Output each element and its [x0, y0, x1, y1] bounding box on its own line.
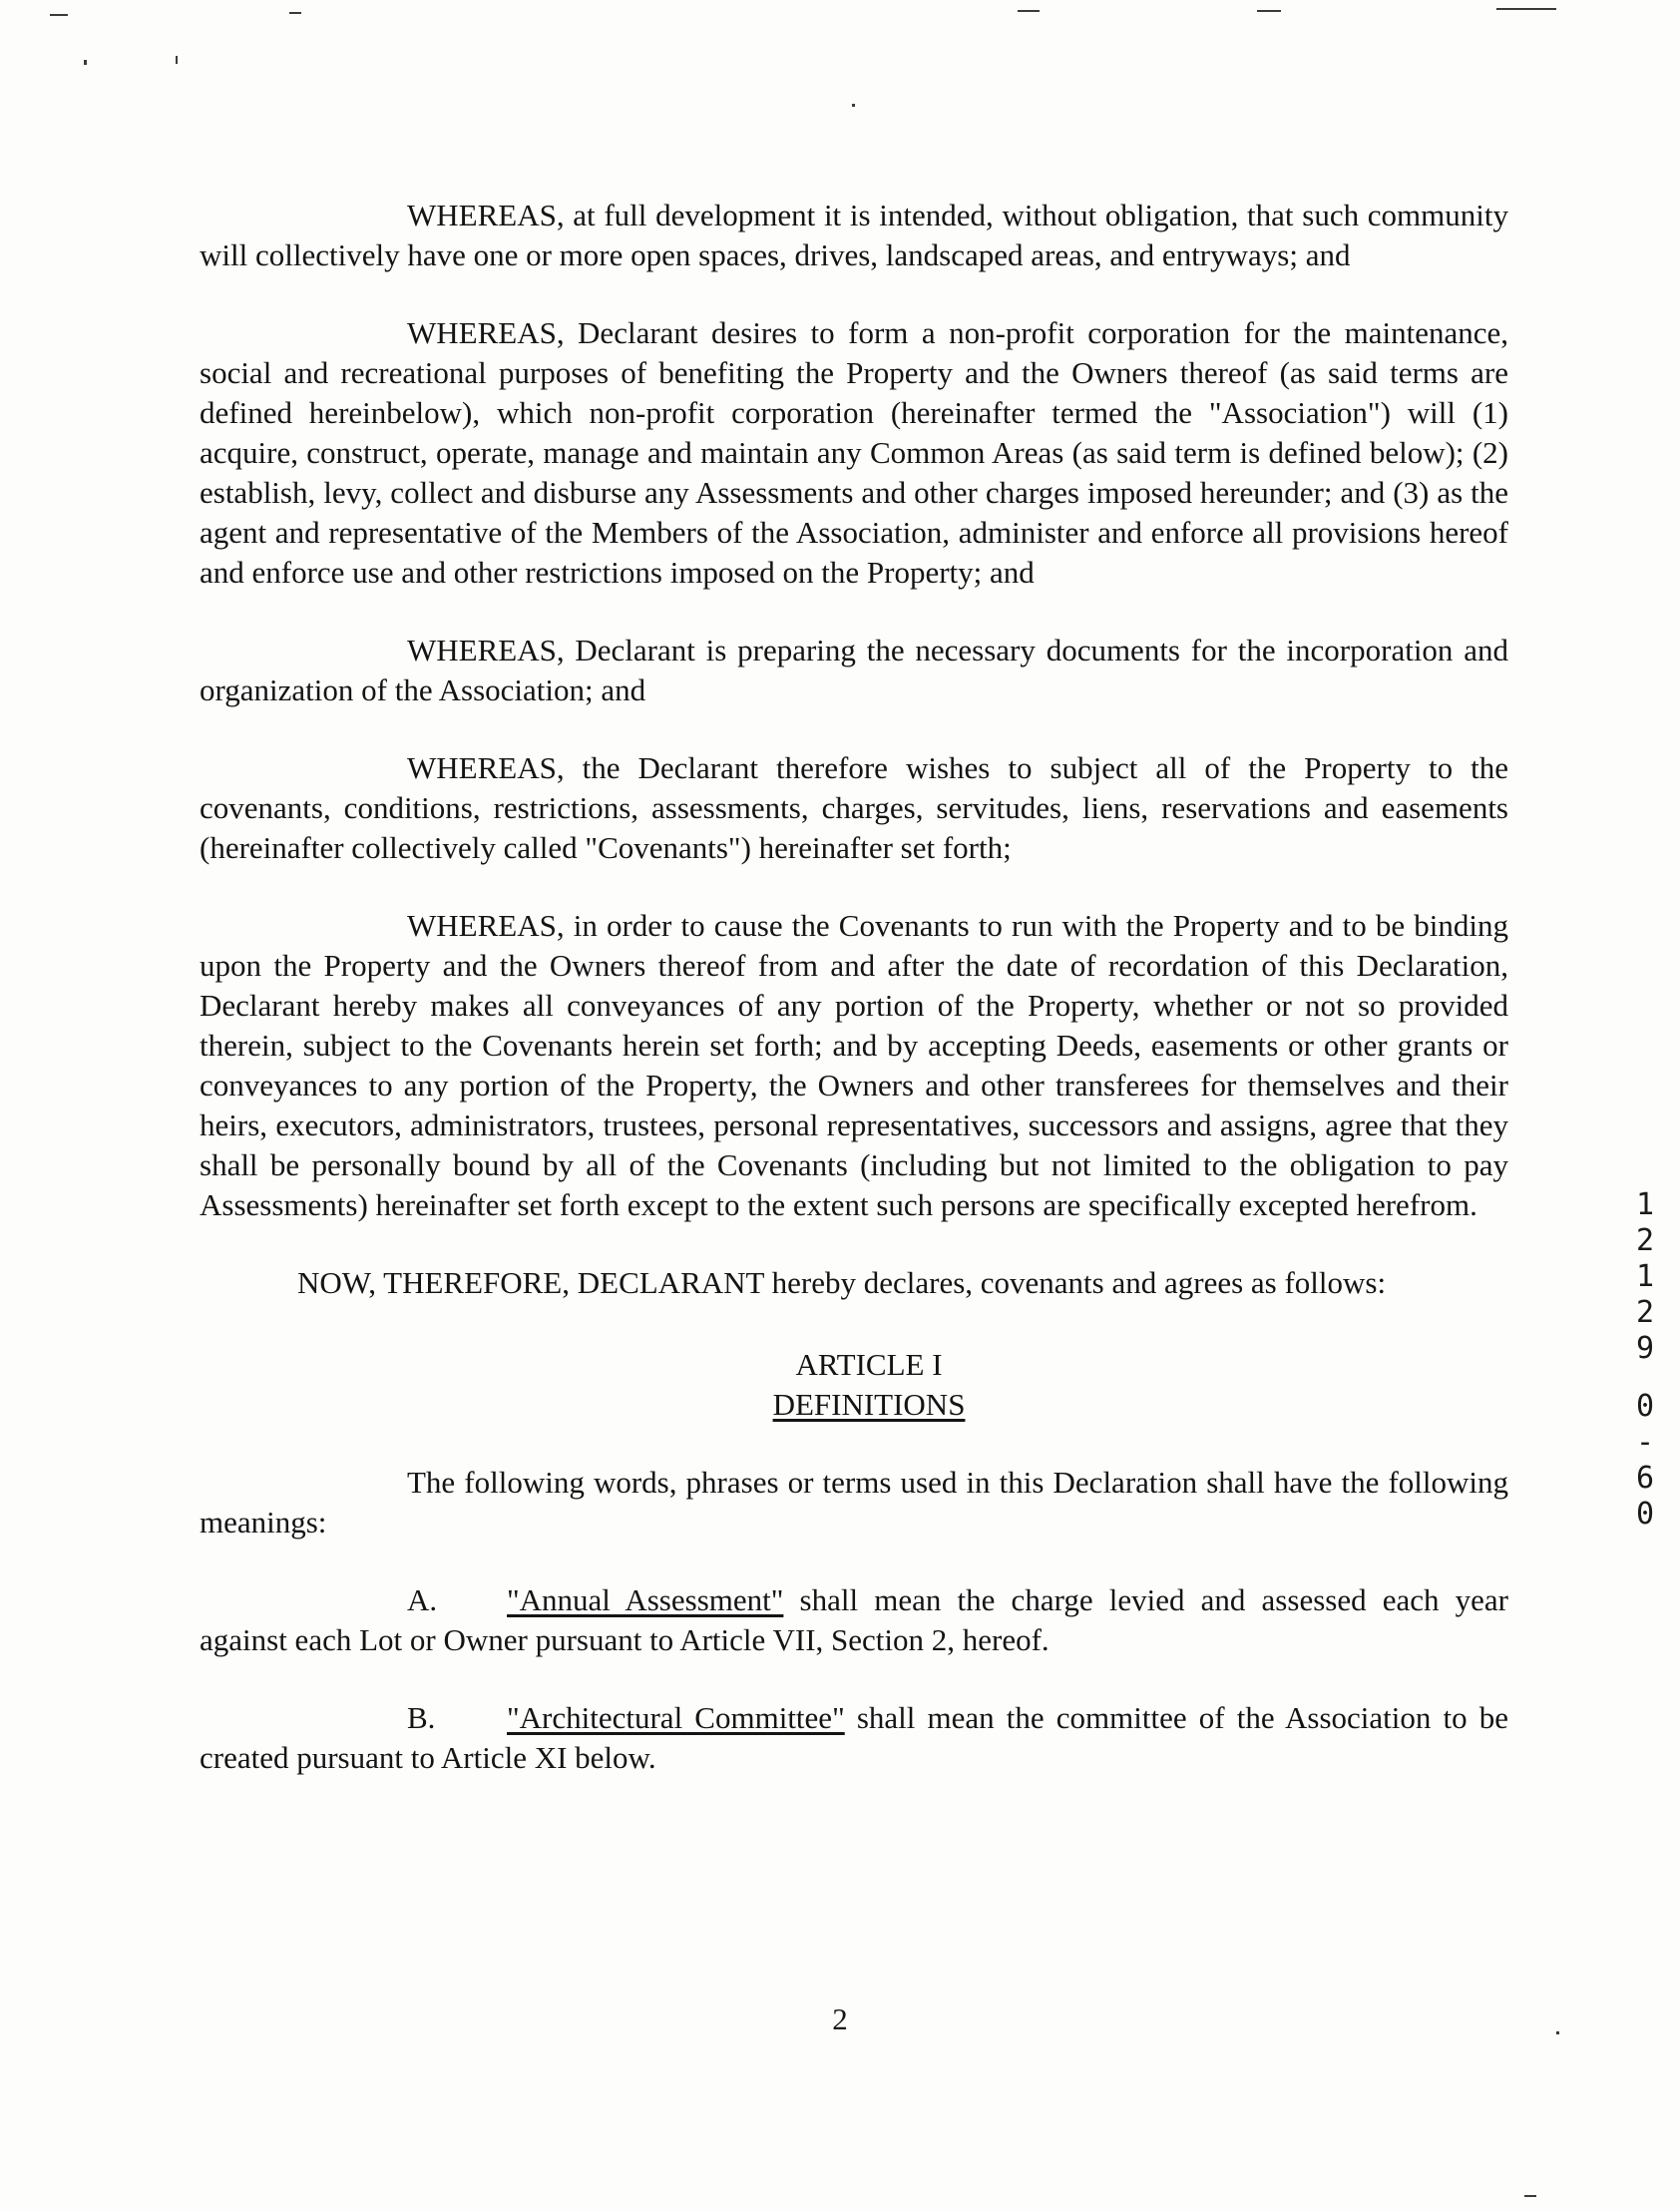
definitions-intro: The following words, phrases or terms used in this Declaration shall have the following meanings:: [200, 1465, 1508, 1540]
definition-item: [200, 1580, 1508, 1660]
stamp-char: 2: [1635, 1223, 1655, 1258]
recital-paragraph: WHEREAS, at full development it is intended, without obligation, that such community will collectively have one or more open spaces, drives, landscaped areas, and entryways; and: [200, 198, 1508, 272]
stamp-char: 1: [1635, 1259, 1655, 1294]
stamp-char: 0: [1635, 1497, 1655, 1532]
definition-item: [200, 1698, 1508, 1778]
scan-mark: [289, 12, 301, 14]
stamp-char: 1: [1635, 1187, 1655, 1222]
stamp-char: 0: [1635, 1389, 1655, 1424]
recording-stamp: [1630, 1187, 1660, 1533]
recital-paragraph: WHEREAS, in order to cause the Covenants to run with the Property and to be binding upon the Property and the Owners thereof from and after the date of recordation of this Declaration, Declarant hereby makes all conveyances of any portion of the Property, whether or not so provided therein, subject to the Covenants herein set forth; and by accepting Deeds, easements or other grants or conveyances to any portion of the Property, the Owners and other transferees for themselves and their heirs, executors, administrators, trustees, personal representatives, successors and assigns, agree that they shall be personally bound by all of the Covenants (including but not limited to the obligation to pay Assessments) hereinafter set forth except to the extent such persons are specifically excepted herefrom.: [200, 908, 1508, 1222]
stamp-char: 6: [1635, 1461, 1655, 1496]
definition-text: shall mean the charge levied and assessed each year against each Lot or Owner pursuant to Article VII, Section 2, hereof.: [200, 1582, 1509, 1657]
stamp-char: 2: [1635, 1295, 1655, 1330]
definition-text: shall mean the committee of the Association to be created pursuant to Article XI below.: [200, 1700, 1508, 1775]
recital-paragraph: WHEREAS, the Declarant therefore wishes to subject all of the Property to the covenants, conditions, restrictions, assessments, charges, servitudes, liens, reservations and easements (hereinafter collectively called "Covenants") hereinafter set forth;: [200, 750, 1508, 865]
recital-paragraph: WHEREAS, Declarant is preparing the necessary documents for the incorporation and organization of the Association; and: [200, 633, 1508, 707]
definition-letter: A.: [407, 1582, 438, 1617]
article-title: DEFINITIONS: [772, 1387, 966, 1422]
now-therefore-clause: NOW, THEREFORE, DECLARANT hereby declares, covenants and agrees as follows:: [297, 1265, 1387, 1300]
stamp-char: 9: [1635, 1331, 1655, 1366]
recital-paragraph: WHEREAS, Declarant desires to form a non-profit corporation for the maintenance, social and recreational purposes of benefiting the Property and the Owners thereof (as said terms are defined hereinbelow), which non-profit corporation (hereinafter termed the "Association") will (1) acquire, construct, operate, manage and maintain any Common Areas (as said term is defined below); (2) establish, levy, collect and disburse any Assessments and other charges imposed hereunder; and (3) as the agent and representative of the Members of the Association, administer and enforce all provisions hereof and enforce use and other restrictions imposed on the Property; and: [200, 315, 1508, 590]
scan-mark: [1257, 10, 1281, 12]
scan-mark: [852, 104, 855, 107]
scan-mark: [1496, 8, 1556, 10]
scan-mark: [1018, 10, 1040, 12]
article-number: ARTICLE I: [795, 1347, 943, 1382]
definition-term: "Annual Assessment": [507, 1582, 784, 1617]
scan-mark: [1524, 2195, 1536, 2197]
page-number: 2: [832, 2001, 848, 2036]
scan-mark: [50, 14, 68, 16]
stamp-gap: [1630, 1367, 1660, 1389]
scan-mark: [176, 56, 178, 64]
definition-letter: B.: [407, 1700, 436, 1735]
document-body: [200, 196, 1508, 1816]
stamp-char: -: [1635, 1425, 1655, 1460]
article-heading: [200, 1345, 1508, 1425]
definition-term: "Architectural Committee": [507, 1700, 845, 1735]
scan-mark: [84, 60, 87, 65]
